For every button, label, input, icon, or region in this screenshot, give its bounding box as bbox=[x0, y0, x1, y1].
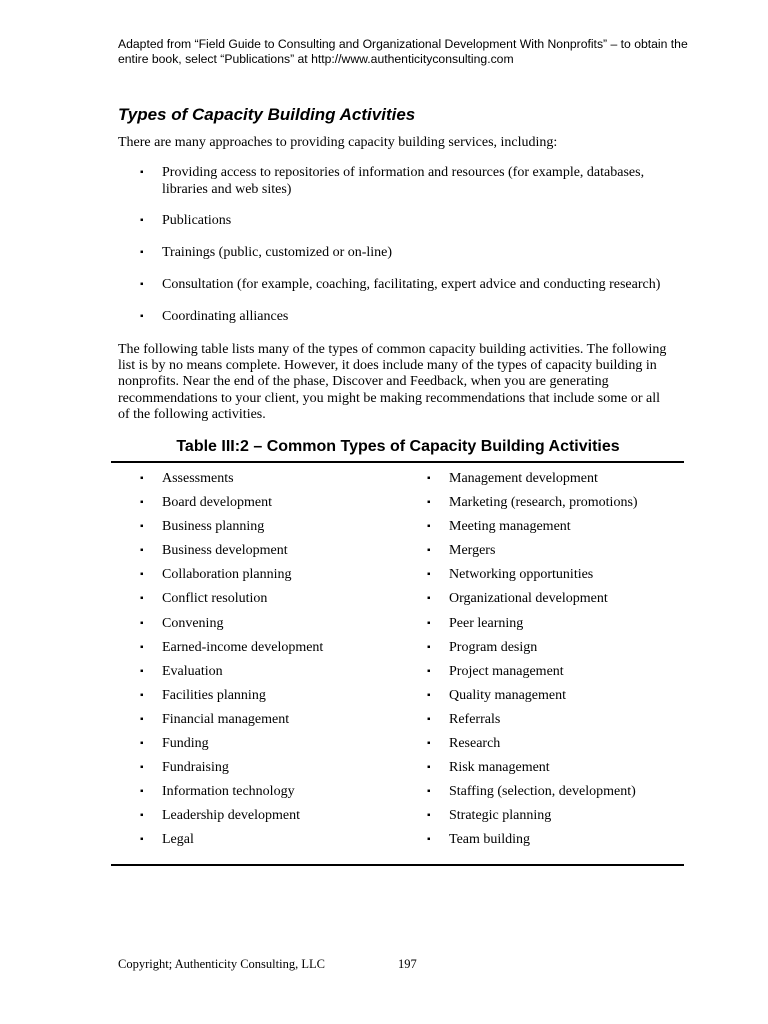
table-item-text: Business development bbox=[162, 543, 288, 559]
bullet-icon: ▪ bbox=[140, 834, 144, 846]
table-item-text: Fundraising bbox=[162, 760, 229, 776]
table-item-text: Financial management bbox=[162, 711, 290, 727]
bullet-icon: ▪ bbox=[427, 593, 431, 605]
table-item-text: Project management bbox=[449, 663, 564, 679]
bullet-icon: ▪ bbox=[427, 569, 431, 581]
body-paragraph: The following table lists many of the types of common capacity building activities. The following list is by no means complete. However, it does include many of the types of capacity building in nonprofits. Near the end of the phase, Discover and Feedback, when you are generating recommendations to your client, you might be making recommendations that include some or all of the following activities. bbox=[118, 342, 667, 422]
table-item-text: Peer learning bbox=[449, 615, 524, 631]
bullet-icon: ▪ bbox=[427, 617, 431, 629]
bullet-icon: ▪ bbox=[140, 689, 144, 701]
bullet-icon: ▪ bbox=[140, 521, 144, 533]
table-item-text: Funding bbox=[162, 736, 209, 752]
bullet-icon: ▪ bbox=[427, 834, 431, 846]
bullet-icon: ▪ bbox=[140, 311, 144, 322]
bullet-icon: ▪ bbox=[427, 473, 431, 484]
table-item-text: Management development bbox=[449, 471, 598, 486]
bullet-icon: ▪ bbox=[427, 521, 431, 533]
bullet-icon: ▪ bbox=[140, 545, 144, 557]
table-item-text: Meeting management bbox=[449, 519, 571, 535]
bullet-icon: ▪ bbox=[140, 665, 144, 677]
bullet-icon: ▪ bbox=[427, 665, 431, 677]
table-item-text: Board development bbox=[162, 495, 273, 511]
bullet-icon: ▪ bbox=[140, 215, 144, 226]
table-item-text: Information technology bbox=[162, 784, 295, 800]
table-item-text: Quality management bbox=[449, 687, 567, 703]
table-item-text: Legal bbox=[162, 832, 194, 848]
table-item-text: Facilities planning bbox=[162, 687, 266, 703]
table-item-text: Evaluation bbox=[162, 663, 223, 679]
table-item-text: Collaboration planning bbox=[162, 567, 292, 583]
table-item-text: Organizational development bbox=[449, 591, 608, 607]
bullet-icon: ▪ bbox=[427, 786, 431, 798]
list-item-text: Coordinating alliances bbox=[162, 309, 289, 324]
bullet-icon: ▪ bbox=[140, 713, 144, 725]
table-item-text: Program design bbox=[449, 639, 538, 655]
bullet-icon: ▪ bbox=[427, 762, 431, 774]
bullet-icon: ▪ bbox=[427, 810, 431, 822]
table-item-text: Staffing (selection, development) bbox=[449, 784, 636, 800]
table-item-text: Strategic planning bbox=[449, 808, 552, 824]
bullet-icon: ▪ bbox=[427, 738, 431, 750]
bullet-icon: ▪ bbox=[427, 497, 431, 509]
table-bottom-rule bbox=[111, 864, 684, 866]
table-item-text: Assessments bbox=[162, 471, 234, 486]
list-item-text: Trainings (public, customized or on-line) bbox=[162, 245, 393, 260]
table-item-text: Risk management bbox=[449, 760, 550, 776]
table-item-text: Earned-income development bbox=[162, 639, 324, 655]
table-item-text: Conflict resolution bbox=[162, 591, 268, 607]
bullet-icon: ▪ bbox=[427, 641, 431, 653]
intro-text: There are many approaches to providing capacity building services, including: bbox=[118, 135, 558, 150]
table-item-text: Research bbox=[449, 736, 501, 752]
list-item-text: Consultation (for example, coaching, facilitating, expert advice and conducting research) bbox=[162, 277, 661, 292]
table-item-text: Marketing (research, promotions) bbox=[449, 495, 638, 511]
bullet-icon: ▪ bbox=[140, 738, 144, 750]
bullet-icon: ▪ bbox=[140, 786, 144, 798]
bullet-icon: ▪ bbox=[140, 810, 144, 822]
list-item-text: Publications bbox=[162, 213, 232, 228]
page-number: 197 bbox=[398, 957, 417, 971]
footer-copyright: Copyright; Authenticity Consulting, LLC bbox=[118, 957, 325, 971]
bullet-icon: ▪ bbox=[427, 545, 431, 557]
bullet-icon: ▪ bbox=[427, 689, 431, 701]
table-item-text: Networking opportunities bbox=[449, 567, 594, 583]
bullet-icon: ▪ bbox=[140, 497, 144, 509]
table-item-text: Business planning bbox=[162, 519, 265, 535]
bullet-icon: ▪ bbox=[140, 569, 144, 581]
table-item-text: Leadership development bbox=[162, 808, 301, 824]
table-top-rule bbox=[111, 461, 684, 463]
bullet-icon: ▪ bbox=[140, 593, 144, 605]
bullet-icon: ▪ bbox=[140, 617, 144, 629]
header-note: Adapted from “Field Guide to Consulting and Organizational Development With Nonprofits” – to obtain the entire book, select “Publications” at http://www.authenticityconsulting.com bbox=[118, 37, 688, 66]
table-item-text: Mergers bbox=[449, 543, 496, 559]
table-item-text: Referrals bbox=[449, 711, 501, 727]
section-title: Types of Capacity Building Activities bbox=[118, 105, 416, 124]
bullet-icon: ▪ bbox=[427, 713, 431, 725]
list-item-text: Providing access to repositories of information and resources (for example, databases, libraries and web sites) bbox=[162, 165, 645, 197]
bullet-icon: ▪ bbox=[140, 641, 144, 653]
table-item-text: Team building bbox=[449, 832, 531, 848]
bullet-icon: ▪ bbox=[140, 473, 144, 484]
bullet-icon: ▪ bbox=[140, 762, 144, 774]
table-title: Table III:2 – Common Types of Capacity Building Activities bbox=[176, 438, 620, 455]
bullet-icon: ▪ bbox=[140, 279, 144, 290]
bullet-icon: ▪ bbox=[140, 247, 144, 258]
bullet-icon: ▪ bbox=[140, 167, 144, 178]
table-item-text: Convening bbox=[162, 615, 224, 631]
